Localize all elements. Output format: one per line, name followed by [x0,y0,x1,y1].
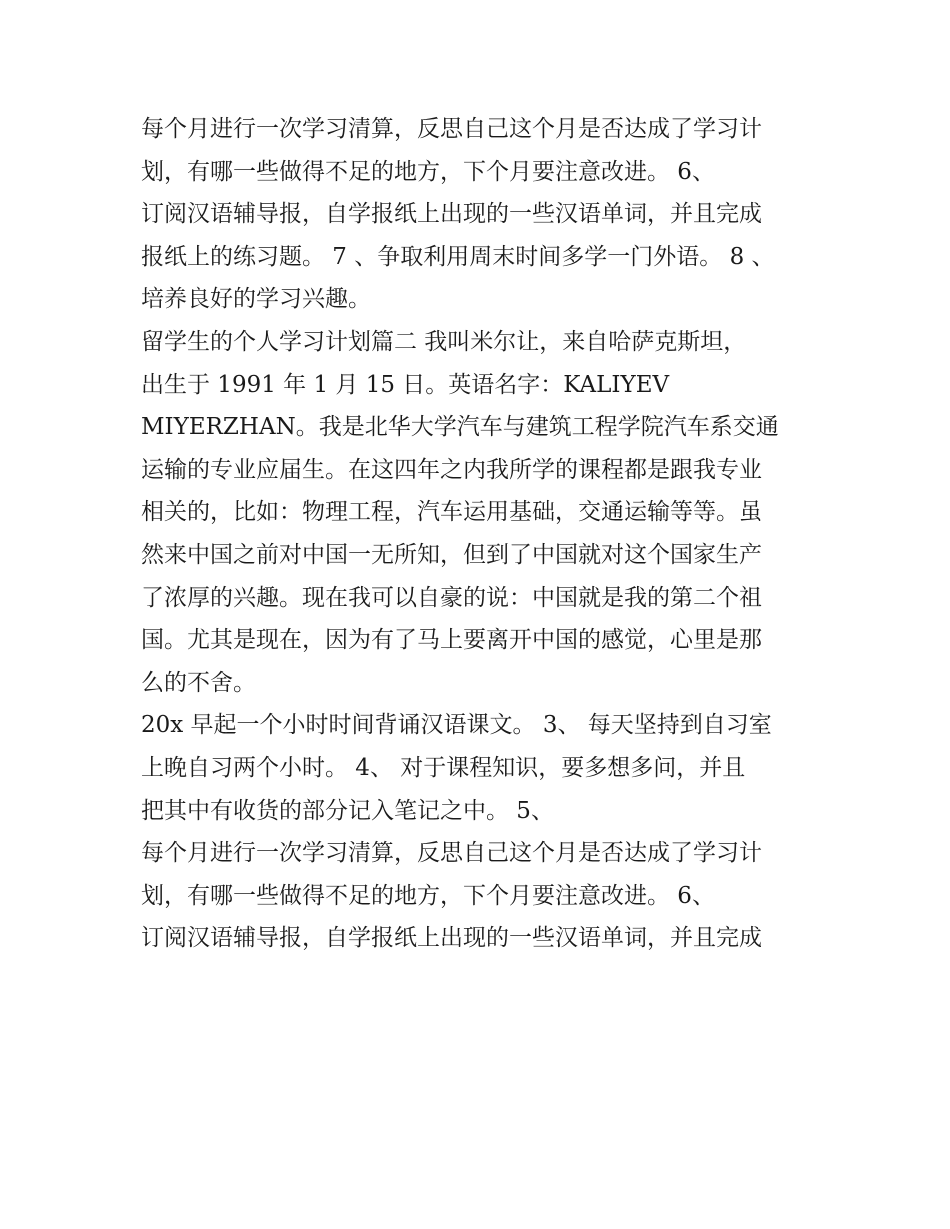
text-line: 相关的，比如：物理工程，汽车运用基础，交通运输等等。虽 [141,499,762,526]
text-line: 么的不舍。 [141,669,256,696]
text-line: 订阅汉语辅导报，自学报纸上出现的一些汉语单词，并且完成 [141,925,762,952]
text-line: 运输的专业应届生。在这四年之内我所学的课程都是跟我专业 [141,456,762,483]
text-line: 把其中有收货的部分记入笔记之中。 5、 [141,797,554,824]
text-line: 每个月进行一次学习清算，反思自己这个月是否达成了学习计 [141,116,762,142]
text-line: 培养良好的学习兴趣。 [141,286,371,313]
body-text [141,108,831,960]
text-line: 20x 早起一个小时时间背诵汉语课文。 3、 每天坚持到自习室 [141,712,772,739]
text-line: 上晚自习两个小时。 4、 对于课程知识，要多想多问，并且 [141,754,746,781]
text-line: 报纸上的练习题。 7 、争取利用周末时间多学一门外语。 8 、 [141,243,775,270]
text-line: 然来中国之前对中国一无所知，但到了中国就对这个国家生产 [141,541,762,568]
text-line: 国。尤其是现在，因为有了马上要离开中国的感觉，心里是那 [141,627,762,654]
text-line: 出生于 1991 年 1 月 15 日。英语名字：KALIYEV [141,371,670,398]
text-line: 每个月进行一次学习清算，反思自己这个月是否达成了学习计 [141,840,762,867]
text-line: 了浓厚的兴趣。现在我可以自豪的说：中国就是我的第二个祖 [141,584,762,611]
text-line: 划，有哪一些做得不足的地方，下个月要注意改进。 6、 [141,882,715,909]
text-line: 划，有哪一些做得不足的地方，下个月要注意改进。 6、 [141,158,715,185]
text-line: 留学生的个人学习计划篇二 我叫米尔让，来自哈萨克斯坦， [141,328,747,355]
text-line: 订阅汉语辅导报，自学报纸上出现的一些汉语单词，并且完成 [141,201,762,228]
text-line: MIYERZHAN。我是北华大学汽车与建筑工程学院汽车系交通 [141,414,779,441]
